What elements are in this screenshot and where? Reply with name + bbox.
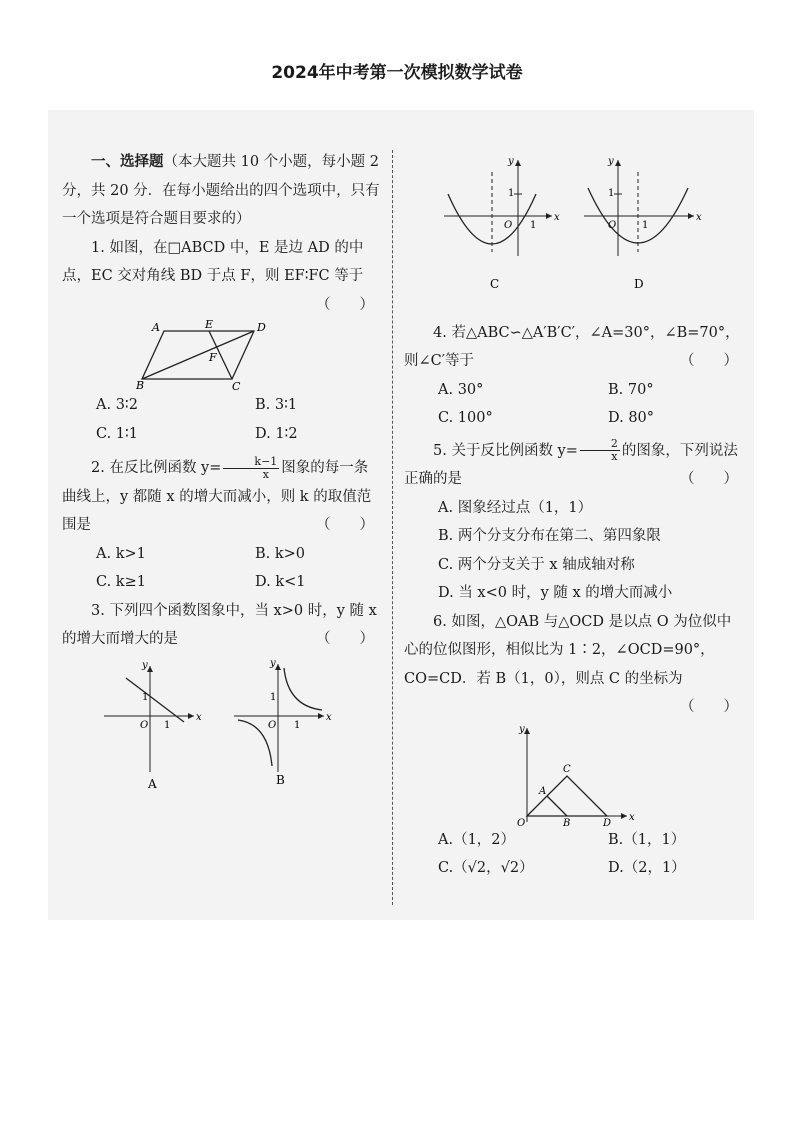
q4-option-d: D. 80° xyxy=(608,410,655,426)
q5-option-a: A. 图象经过点（1，1） xyxy=(438,499,593,516)
q5-option-b: B. 两个分支分布在第二、第四象限 xyxy=(438,528,661,544)
svg-text:1: 1 xyxy=(164,719,171,731)
question-1 xyxy=(62,234,380,320)
graph-d-label: D xyxy=(634,277,644,291)
q5-options xyxy=(404,494,744,608)
q6-label-c: C xyxy=(563,763,571,775)
svg-text:1: 1 xyxy=(142,691,149,703)
q5-fraction xyxy=(580,438,620,463)
svg-text:y: y xyxy=(608,156,614,167)
answer-bracket: （ ） xyxy=(316,517,374,533)
q5-frac-num: 2 xyxy=(580,438,620,451)
q2-fraction xyxy=(223,456,279,481)
q5-post: 的图象，下列说法正确的是 xyxy=(404,442,738,487)
left-column xyxy=(62,148,380,804)
graph-a-label: A xyxy=(148,776,157,791)
q2-options xyxy=(62,540,380,597)
q2-option-d: D. k<1 xyxy=(255,574,306,590)
section-heading: 一、选择题 xyxy=(91,154,164,170)
q1-option-a: A. 3∶2 xyxy=(96,397,138,413)
q6-label-d: D xyxy=(603,817,612,826)
q4-option-a: A. 30° xyxy=(438,381,484,398)
q2-pre: 2. 在反比例函数 y= xyxy=(91,460,222,476)
section-note: （本大题共 10 个小题，每小题 2 分，共 20 分．在每小题给出的四个选项中，只有一个选项是符合题目要求的） xyxy=(62,154,380,227)
svg-text:y: y xyxy=(270,657,276,669)
graph-a xyxy=(104,660,202,791)
question-2 xyxy=(62,454,380,540)
svg-text:x: x xyxy=(554,212,560,223)
question-4 xyxy=(404,319,744,376)
q2-frac-num: k−1 xyxy=(223,456,279,469)
q1-label-f: F xyxy=(209,351,217,364)
q6-option-c: C.（√2，√2） xyxy=(438,860,534,876)
q3-graphs-ab xyxy=(62,654,380,794)
q6-options xyxy=(404,826,744,883)
page-title: 2024年中考第一次模拟数学试卷 xyxy=(271,63,523,83)
svg-text:1: 1 xyxy=(608,188,615,199)
svg-text:1: 1 xyxy=(270,691,277,703)
graph-b xyxy=(234,658,332,787)
q6-similar-triangles-figure xyxy=(509,722,639,826)
column-divider xyxy=(392,150,393,905)
svg-text:O: O xyxy=(608,220,617,231)
q1-label-b: B xyxy=(136,379,145,391)
svg-text:O: O xyxy=(268,719,277,731)
graph-c-label: C xyxy=(490,277,500,291)
q2-post: 图象的每一条曲线上，y 都随 x 的增大而减小，则 k 的取值范围是 xyxy=(62,460,372,533)
svg-text:1: 1 xyxy=(508,188,515,199)
svg-text:1: 1 xyxy=(530,220,537,231)
svg-text:O: O xyxy=(504,220,513,231)
svg-text:y: y xyxy=(508,156,514,167)
q1-label-e: E xyxy=(205,319,214,331)
q5-option-d: D. 当 x<0 时，y 随 x 的增大而减小 xyxy=(438,585,673,601)
q1-label-d: D xyxy=(257,321,266,334)
right-column xyxy=(404,148,744,883)
q4-options xyxy=(404,376,744,433)
svg-text:x: x xyxy=(196,711,202,723)
svg-text:y: y xyxy=(142,659,148,671)
q1-option-c: C. 1∶1 xyxy=(96,425,139,442)
q4-option-b: B. 70° xyxy=(608,381,654,398)
section-intro xyxy=(62,148,380,234)
question-6 xyxy=(404,608,744,722)
q6-label-o: O xyxy=(517,817,526,826)
answer-bracket: （ ） xyxy=(680,353,738,369)
q5-frac-den: x xyxy=(611,450,618,463)
q1-options xyxy=(62,391,380,448)
q1-parallelogram-figure xyxy=(136,319,306,391)
svg-text:1: 1 xyxy=(642,220,649,231)
q6-label-a: A xyxy=(539,785,547,797)
svg-text:x: x xyxy=(696,212,702,223)
question-3 xyxy=(62,597,380,654)
q4-option-c: C. 100° xyxy=(438,410,493,426)
q1-stem: 1. 如图，在□ABCD 中，E 是边 AD 的中点，EC 交对角线 BD 于点 F，则 EF∶FC 等于 xyxy=(62,239,364,284)
svg-text:x: x xyxy=(326,711,332,723)
q1-option-d: D. 1∶2 xyxy=(255,425,298,442)
q3-graphs-cd xyxy=(404,148,744,298)
q6-option-b: B.（1，1） xyxy=(608,831,686,848)
q6-label-y: y xyxy=(519,723,525,735)
graph-d xyxy=(584,156,702,291)
q1-label-c: C xyxy=(232,380,241,391)
q2-option-a: A. k>1 xyxy=(96,545,146,562)
svg-text:1: 1 xyxy=(294,719,301,731)
question-5 xyxy=(404,437,744,494)
svg-text:O: O xyxy=(140,719,149,731)
q6-stem: 6. 如图，△OAB 与△OCD 是以点 O 为位似中心的位似图形，相似比为 1∶2，∠OCD=90°，CO=CD．若 B（1，0），则点 C 的坐标为 xyxy=(404,613,732,687)
q1-option-b: B. 3∶1 xyxy=(255,397,298,413)
q6-option-d: D.（2，1） xyxy=(608,860,686,876)
q5-option-c: C. 两个分支关于 x 轴成轴对称 xyxy=(438,556,635,573)
answer-bracket: （ ） xyxy=(316,296,374,313)
q5-pre: 5. 关于反比例函数 y= xyxy=(433,442,578,459)
q2-option-b: B. k>0 xyxy=(255,545,306,562)
graph-b-label: B xyxy=(276,772,285,787)
q6-option-a: A.（1，2） xyxy=(438,831,516,848)
answer-bracket: （ ） xyxy=(316,631,374,647)
graph-c xyxy=(444,156,560,291)
answer-bracket: （ ） xyxy=(680,471,738,487)
answer-bracket: （ ） xyxy=(680,699,738,715)
q2-option-c: C. k≥1 xyxy=(96,574,146,590)
q3-stem: 3. 下列四个函数图象中，当 x>0 时，y 随 x 的增大而增大的是 xyxy=(62,602,377,647)
q6-label-x: x xyxy=(629,811,635,823)
q1-label-a: A xyxy=(152,321,160,334)
q4-stem: 4. 若△ABC∽△A′B′C′，∠A=30°，∠B=70°，则∠C′等于 xyxy=(404,324,740,369)
q6-label-b: B xyxy=(563,817,571,826)
q2-frac-den: x xyxy=(262,467,269,481)
